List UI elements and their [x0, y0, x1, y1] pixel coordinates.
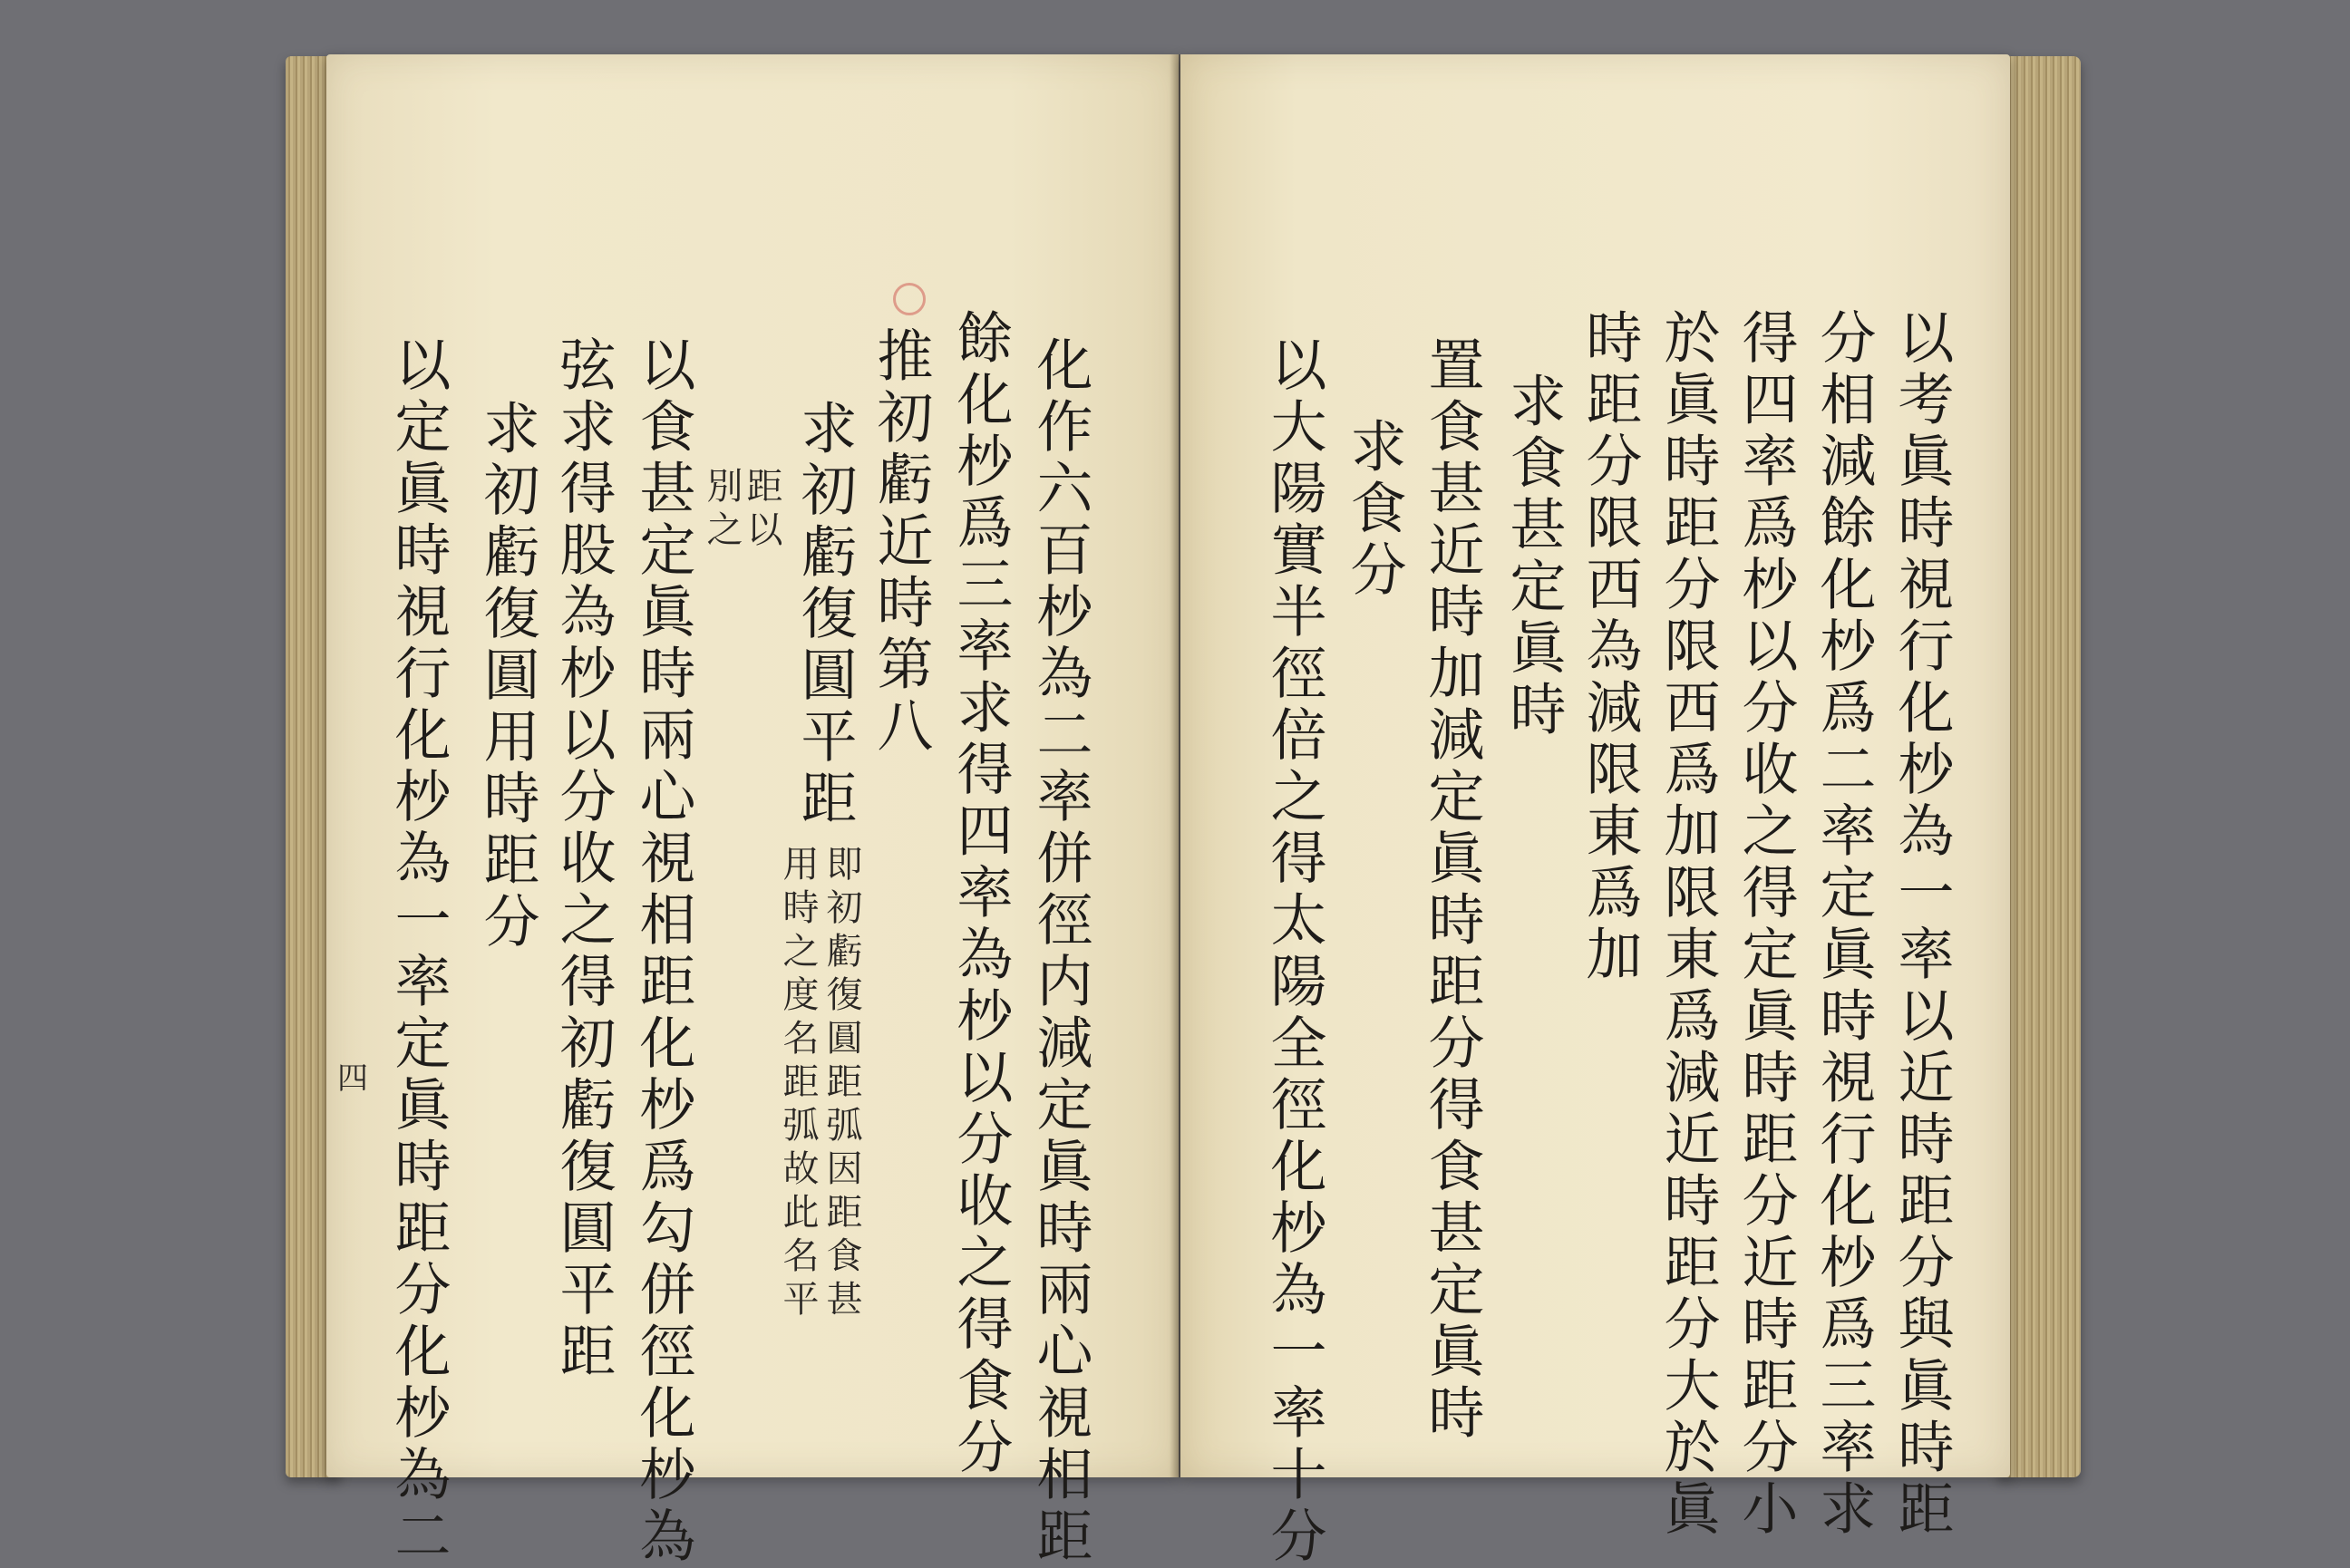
left-note-1: 即初虧復圓距弧因距食甚	[821, 845, 862, 1323]
left-col-1: 化作六百杪為二率併徑内減定眞時兩心視相距	[1027, 335, 1093, 1568]
right-col-5: 時距分限西為減限東爲加	[1577, 308, 1643, 986]
right-col-6-subheading: 求食甚定眞時	[1500, 372, 1567, 741]
right-page-block-edge	[1999, 56, 2081, 1477]
left-col-3-section-heading: 推初虧近時第八	[868, 326, 934, 758]
left-col-6: 弦求得股為杪以分收之得初虧復圓平距	[550, 335, 617, 1383]
right-col-8-subheading: 求食分	[1341, 417, 1407, 602]
left-col-5: 以食甚定眞時兩心視相距化杪爲勾併徑化杪為	[630, 335, 696, 1568]
red-circle-mark	[893, 283, 926, 315]
left-col-4-subheading: 求初虧復圓平距	[791, 399, 858, 830]
right-col-4: 於眞時距分限西爲加限東爲減近時距分大於眞	[1655, 308, 1721, 1541]
left-col-7-subheading: 求初虧復圓用時距分	[474, 399, 540, 953]
left-col-2: 餘化杪爲三率求得四率為杪以分收之得食分	[947, 308, 1014, 1479]
right-col-3: 得四率爲杪以分收之得定眞時距分近時距分小	[1733, 308, 1799, 1541]
show-through-text	[1088, 317, 1166, 377]
right-col-7: 置食甚近時加減定眞時距分得食甚定眞時	[1419, 335, 1485, 1445]
right-col-9: 以大陽實半徑倍之得太陽全徑化杪為一率十分	[1261, 335, 1327, 1568]
left-note-2: 用時之度名距弧故此名平	[777, 845, 819, 1323]
page-number: 四	[337, 1060, 368, 1097]
right-col-1: 以考眞時視行化杪為一率以近時距分與眞時距	[1889, 308, 1955, 1541]
left-col-8: 以定眞時視行化杪為一率定眞時距分化杪為二	[385, 335, 452, 1568]
left-note-4: 別之	[701, 467, 743, 554]
left-note-3: 距以	[741, 467, 782, 554]
right-col-2: 分相減餘化杪爲二率定眞時視行化杪爲三率求	[1811, 308, 1877, 1541]
